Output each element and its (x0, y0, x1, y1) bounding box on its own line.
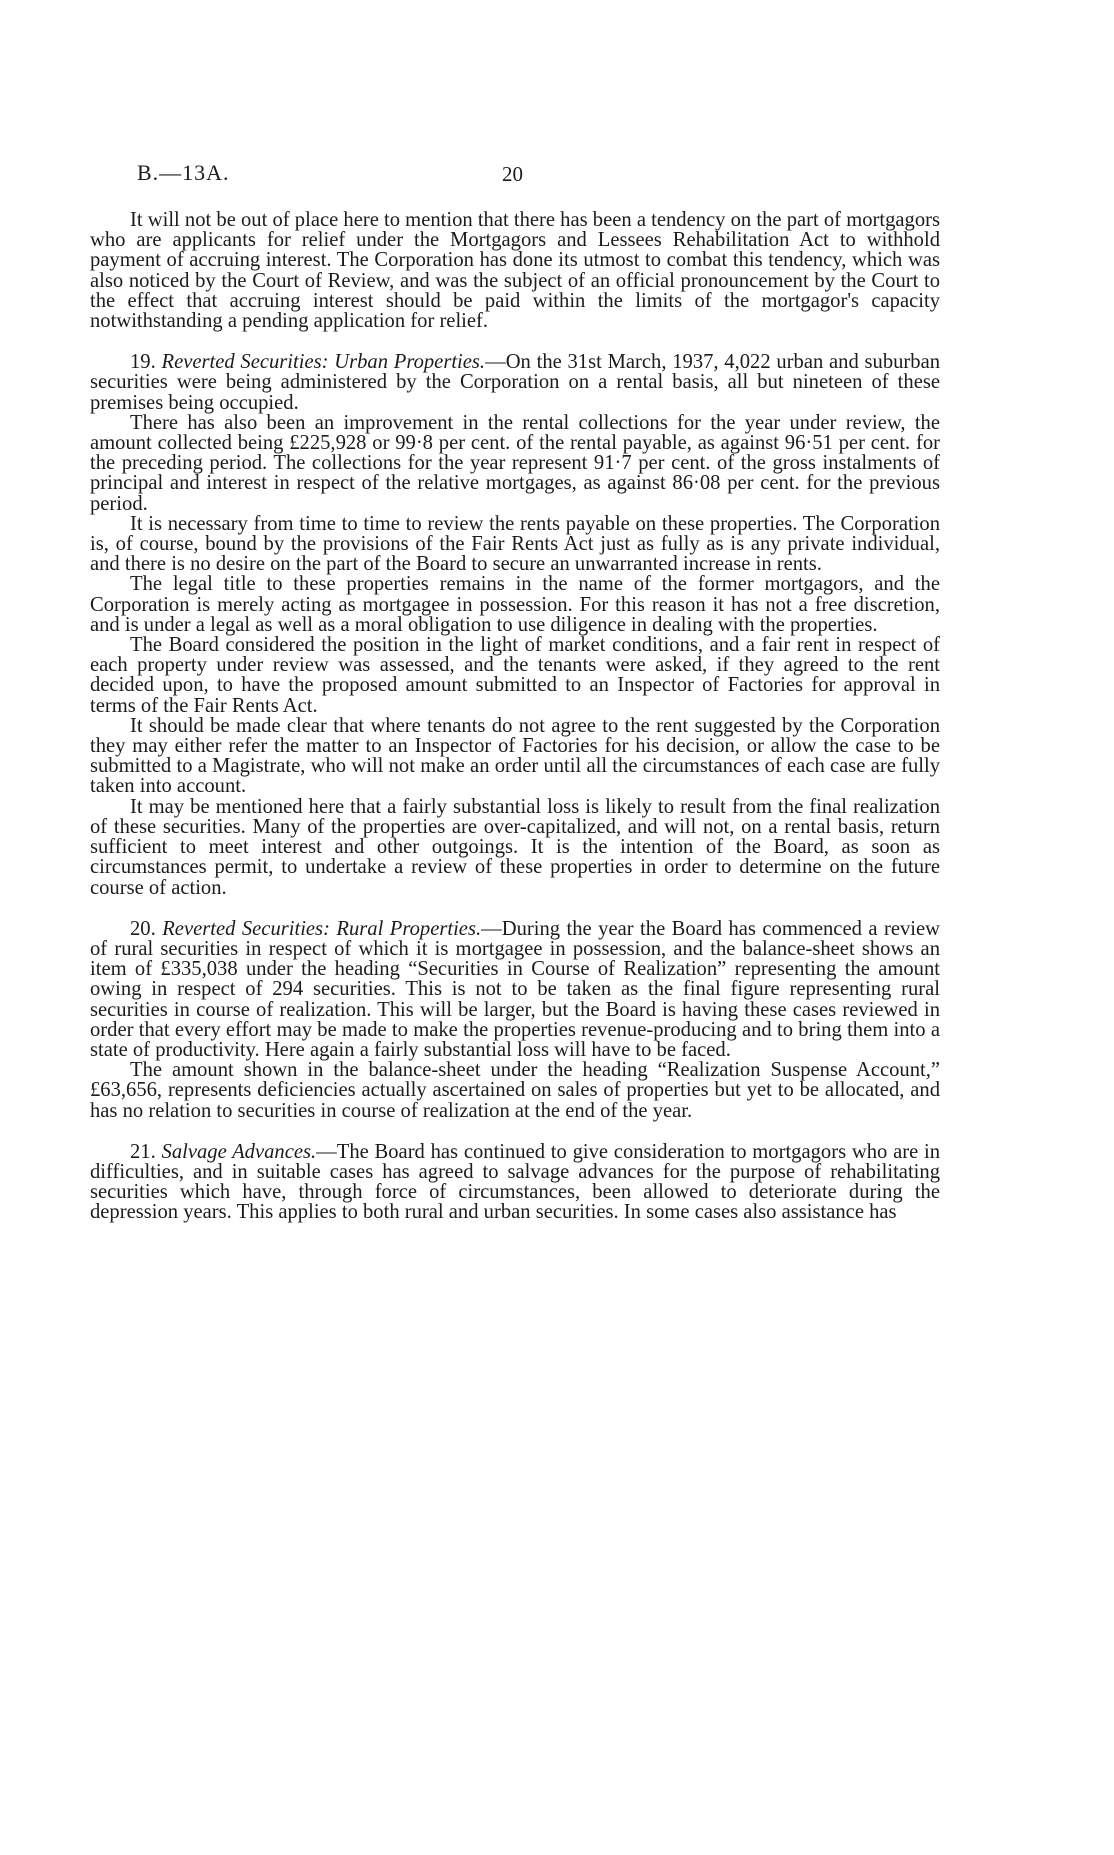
paragraph-tenant-disagreement: It should be made clear that where tenants do not agree to the rent suggested by the Corporation they may either refer the matter to an Inspector of Factories for his decision, or allow the case to be submitted to a Magistrate, who will not make an order until all the circumstances of each case are fully taken into account. (90, 714, 940, 798)
paragraph-realization-suspense: The amount shown in the balance-sheet under the heading “Realization Suspense Account,” £63,656, represents deficiencies actually ascertained on sales of properties but yet to be allocated, and has no relation to securities in course of realization at the end of the year. (90, 1059, 940, 1122)
section-21-heading: Salvage Advances. (161, 1140, 317, 1163)
section-19-heading: Reverted Securities: Urban Properties. (161, 351, 486, 374)
paragraph-board-position: The Board considered the position in the light of market conditions, and a fair rent in respect of each property under review was assessed, and the tenants were asked, if they agreed to the rent decided upon, to have the proposed amount submitted to an Inspector of Factories for approval in terms of the Fair Rents Act. (90, 634, 940, 717)
section-21-text: —The Board has continued to give consideration to mortgagors who are in difficulties, and in suitable cases has agreed to salvage advances for the purpose of rehabilitating securities which have, through force of circumstances, been allowed to deteriorate during the depression years. This applies to both rural and urban securities. In some cases also assistance has (90, 1140, 941, 1224)
page-number: 20 (502, 162, 523, 186)
body-text (90, 210, 940, 1223)
section-19-paragraph (90, 352, 940, 413)
document-reference: B.—13A. (137, 160, 230, 185)
paragraph-accruing-interest: It will not be out of place here to mention that there has been a tendency on the part of mortgagors who are applicants for relief under the Mortgagors and Lessees Rehabilitation Act to withhold payment of accruing interest. The Corporation has done its utmost to combat this tendency, which was also noticed by the Court of Review, and was the subject of an official pronouncement by the Court to the effect that accruing interest should be paid within the limits of the mortgagor's capacity notwithstanding a pending application for relief. (90, 209, 940, 333)
paragraph-legal-title: The legal title to these properties remains in the name of the former mortgagors, and the Corporation is merely acting as mortgagee in possession. For this reason it has not a free discretion, and is under a legal as well as a moral obligation to use diligence in dealing with the properties. (90, 573, 940, 636)
section-19-text: —On the 31st March, 1937, 4,022 urban and suburban securities were being administered by the Corporation on a rental basis, all but nineteen of these premises being occupied. (90, 351, 941, 414)
page-header (0, 160, 1114, 190)
section-20-number: 20. (130, 917, 163, 940)
section-19-number: 19. (130, 351, 162, 374)
section-21-number: 21. (130, 1140, 162, 1163)
section-20-heading: Reverted Securities: Rural Properties. (162, 917, 482, 940)
section-20-paragraph (90, 919, 940, 1060)
section-20-text: —During the year the Board has commenced a review of rural securities in respect of which it is mortgagee in possession, and the balance-sheet shows an item of £335,038 under the heading “Securities in Course of Realization” representing the amount owing in respect of 294 securities. This is not to be taken as the final figure representing rural securities in course of realization. This will be larger, but the Board is having these cases reviewed in order that every effort may be made to make the properties revenue-producing and to bring them into a state of productivity. Here again a fairly substantial loss will have to be faced. (90, 917, 940, 1061)
section-21-paragraph (90, 1142, 940, 1223)
paragraph-review-rents: It is necessary from time to time to review the rents payable on these properties. The Corporation is, of course, bound by the provisions of the Fair Rents Act just as fully as is any private individual, and there is no desire on the part of the Board to secure an unwarranted increase in rents. (90, 512, 940, 576)
paragraph-rental-collections: There has also been an improvement in the rental collections for the year under review, the amount collected being £225,928 or 99·8 per cent. of the rental payable, as against 96·51 per cent. for the preceding period. The collections for the year represent 91·7 per cent. of the gross instalments of principal and interest in respect of the relative mortgages, as against 86·08 per cent. for the previous period. (90, 411, 940, 515)
paragraph-substantial-loss: It may be mentioned here that a fairly substantial loss is likely to result from the final realization of these securities. Many of the properties are over-capitalized, and will not, on a rental basis, return sufficient to meet interest and other outgoings. It is the intention of the Board, as soon as circumstances permit, to undertake a review of these properties in order to determine on the future course of action. (90, 795, 940, 899)
